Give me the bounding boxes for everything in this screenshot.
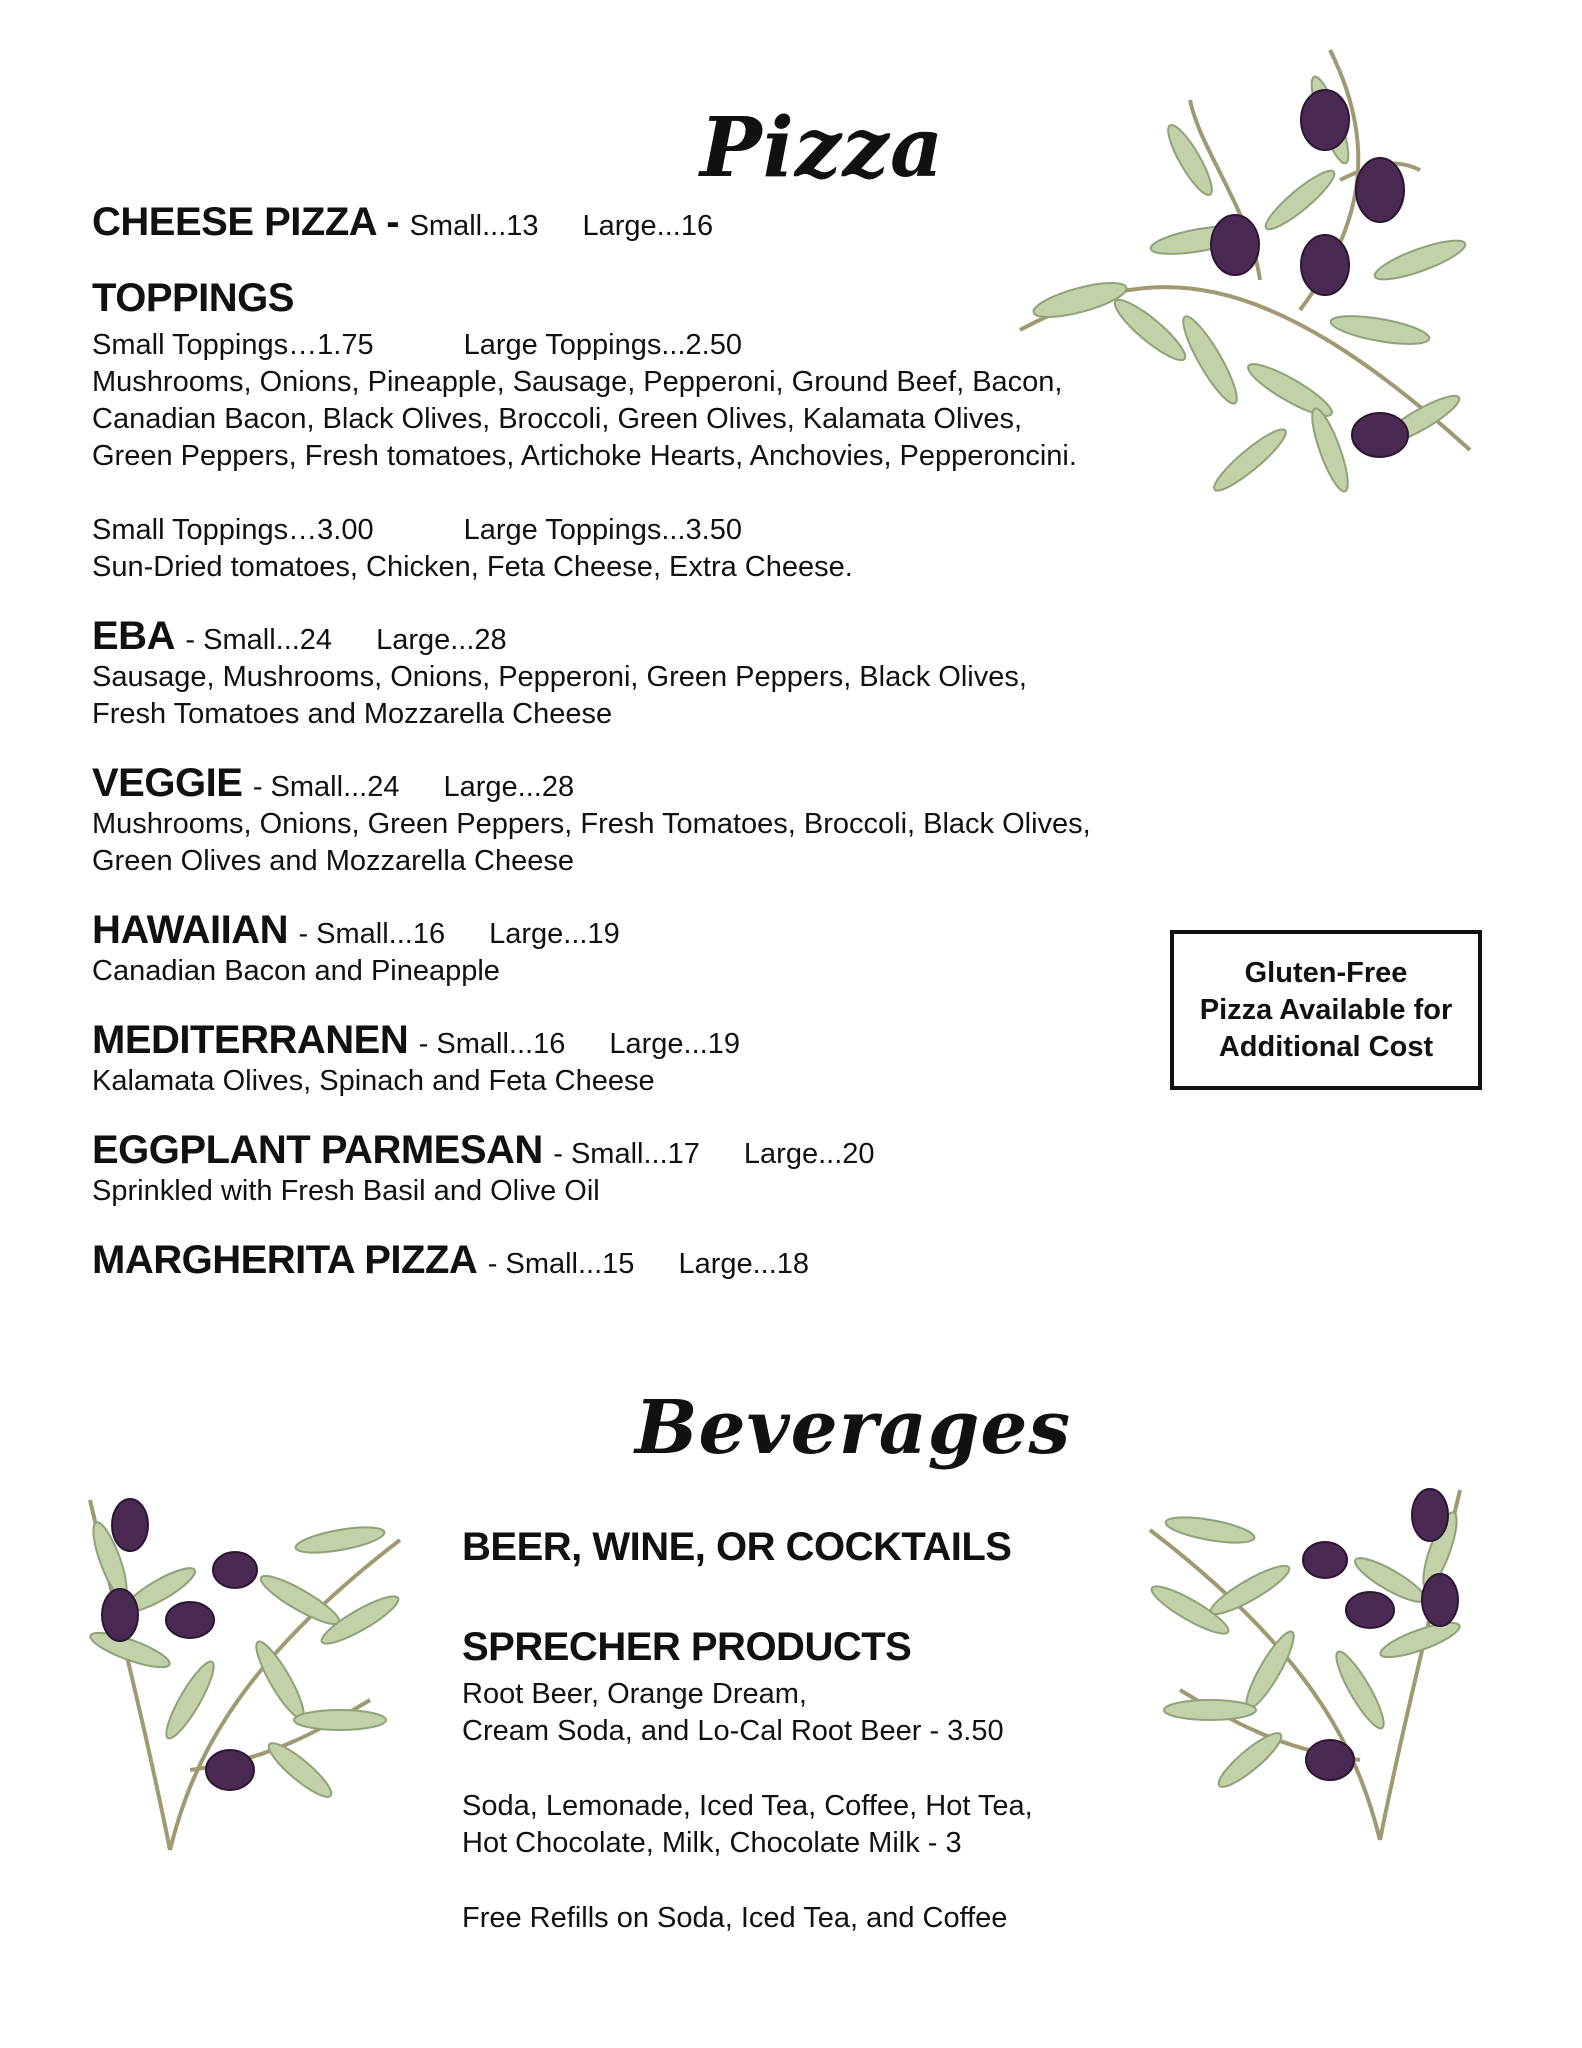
pizza-item-hawaiian [92, 908, 620, 990]
pizza-item-desc: Kalamata Olives, Spinach and Feta Cheese [92, 1065, 655, 1097]
pizza-item-small-price: - Small...16 [298, 918, 446, 950]
sprecher-line: Root Beer, Orange Dream, [462, 1678, 807, 1710]
toppings-tier1-small: Small Toppings…1.75 [92, 329, 374, 361]
pizza-title: Pizza [700, 100, 945, 196]
cheese-pizza-large-price: Large...16 [582, 210, 714, 242]
pizza-item-large-price: Large...18 [678, 1248, 810, 1280]
gluten-free-line: Additional Cost [1218, 1030, 1434, 1063]
pizza-item-desc: Green Olives and Mozzarella Cheese [92, 845, 574, 877]
toppings-tier1-line2: Canadian Bacon, Black Olives, Broccoli, Green Olives, Kalamata Olives, [92, 403, 1023, 435]
pizza-item-small-price: - Small...15 [487, 1248, 635, 1280]
pizza-item-desc: Mushrooms, Onions, Green Peppers, Fresh Tomatoes, Broccoli, Black Olives, [92, 808, 1091, 840]
other-beverages-line: Soda, Lemonade, Iced Tea, Coffee, Hot Tea, [462, 1790, 1033, 1822]
toppings-tier2 [92, 512, 1092, 586]
pizza-item-name: EBA [92, 614, 175, 658]
gluten-free-notice [1170, 930, 1482, 1090]
toppings-tier1 [92, 327, 1092, 475]
pizza-item-small-price: - Small...16 [418, 1028, 566, 1060]
cheese-pizza-row [92, 200, 713, 245]
beer-wine-cocktails-heading: BEER, WINE, OR COCKTAILS [462, 1525, 1012, 1569]
pizza-item-desc: Fresh Tomatoes and Mozzarella Cheese [92, 698, 613, 730]
gluten-free-line: Gluten-Free [1244, 956, 1408, 989]
pizza-item-large-price: Large...28 [376, 624, 507, 656]
pizza-item-name: MEDITERRANEN [92, 1018, 409, 1062]
toppings-tier1-line3: Green Peppers, Fresh tomatoes, Artichoke Hearts, Anchovies, Pepperoncini. [92, 440, 1077, 472]
toppings-tier1-line1: Mushrooms, Onions, Pineapple, Sausage, Pepperoni, Ground Beef, Bacon, [92, 366, 1063, 398]
cheese-pizza-small-price: Small...13 [409, 210, 539, 242]
pizza-item-mediterranen [92, 1018, 740, 1100]
other-beverages [462, 1788, 1082, 1862]
sprecher-line: Cream Soda, and Lo-Cal Root Beer - 3.50 [462, 1715, 1004, 1747]
pizza-item-name: HAWAIIAN [92, 908, 288, 952]
pizza-item-small-price: - Small...24 [252, 771, 400, 803]
olive-branch-illustration-bottom-left [70, 1470, 450, 1860]
toppings-tier2-line1: Sun-Dried tomatoes, Chicken, Feta Cheese, Extra Cheese. [92, 551, 853, 583]
other-beverages-line: Hot Chocolate, Milk, Chocolate Milk - 3 [462, 1827, 962, 1859]
gluten-free-line: Pizza Available for [1199, 993, 1453, 1026]
sprecher-heading: SPRECHER PRODUCTS [462, 1625, 912, 1669]
pizza-item-desc: Sausage, Mushrooms, Onions, Pepperoni, Green Peppers, Black Olives, [92, 661, 1027, 693]
pizza-item-veggie [92, 761, 1091, 880]
sprecher-desc [462, 1676, 1082, 1750]
toppings-tier1-large: Large Toppings...2.50 [463, 329, 742, 361]
pizza-item-name: VEGGIE [92, 761, 243, 805]
beverages-title: Beverages [635, 1385, 1072, 1471]
pizza-item-desc: Sprinkled with Fresh Basil and Olive Oil [92, 1175, 600, 1207]
pizza-item-large-price: Large...28 [443, 771, 575, 803]
toppings-heading: TOPPINGS [92, 276, 294, 320]
pizza-item-large-price: Large...20 [743, 1138, 875, 1170]
pizza-item-large-price: Large...19 [609, 1028, 740, 1060]
olive-branch-illustration-bottom-right [1120, 1460, 1500, 1850]
pizza-item-small-price: - Small...24 [185, 624, 333, 656]
pizza-item-eba [92, 614, 1027, 733]
cheese-pizza-name: CHEESE PIZZA - [92, 200, 400, 244]
pizza-item-eggplant-parmesan [92, 1128, 875, 1210]
pizza-item-desc: Canadian Bacon and Pineapple [92, 955, 500, 987]
toppings-tier2-small: Small Toppings…3.00 [92, 514, 374, 546]
pizza-item-name: EGGPLANT PARMESAN [92, 1128, 543, 1172]
toppings-tier2-large: Large Toppings...3.50 [463, 514, 742, 546]
pizza-item-large-price: Large...19 [489, 918, 620, 950]
pizza-item-name: MARGHERITA PIZZA [92, 1238, 478, 1282]
pizza-item-small-price: - Small...17 [553, 1138, 700, 1170]
pizza-item-margherita [92, 1238, 809, 1283]
refills-note: Free Refills on Soda, Iced Tea, and Coffee [462, 1902, 1008, 1934]
